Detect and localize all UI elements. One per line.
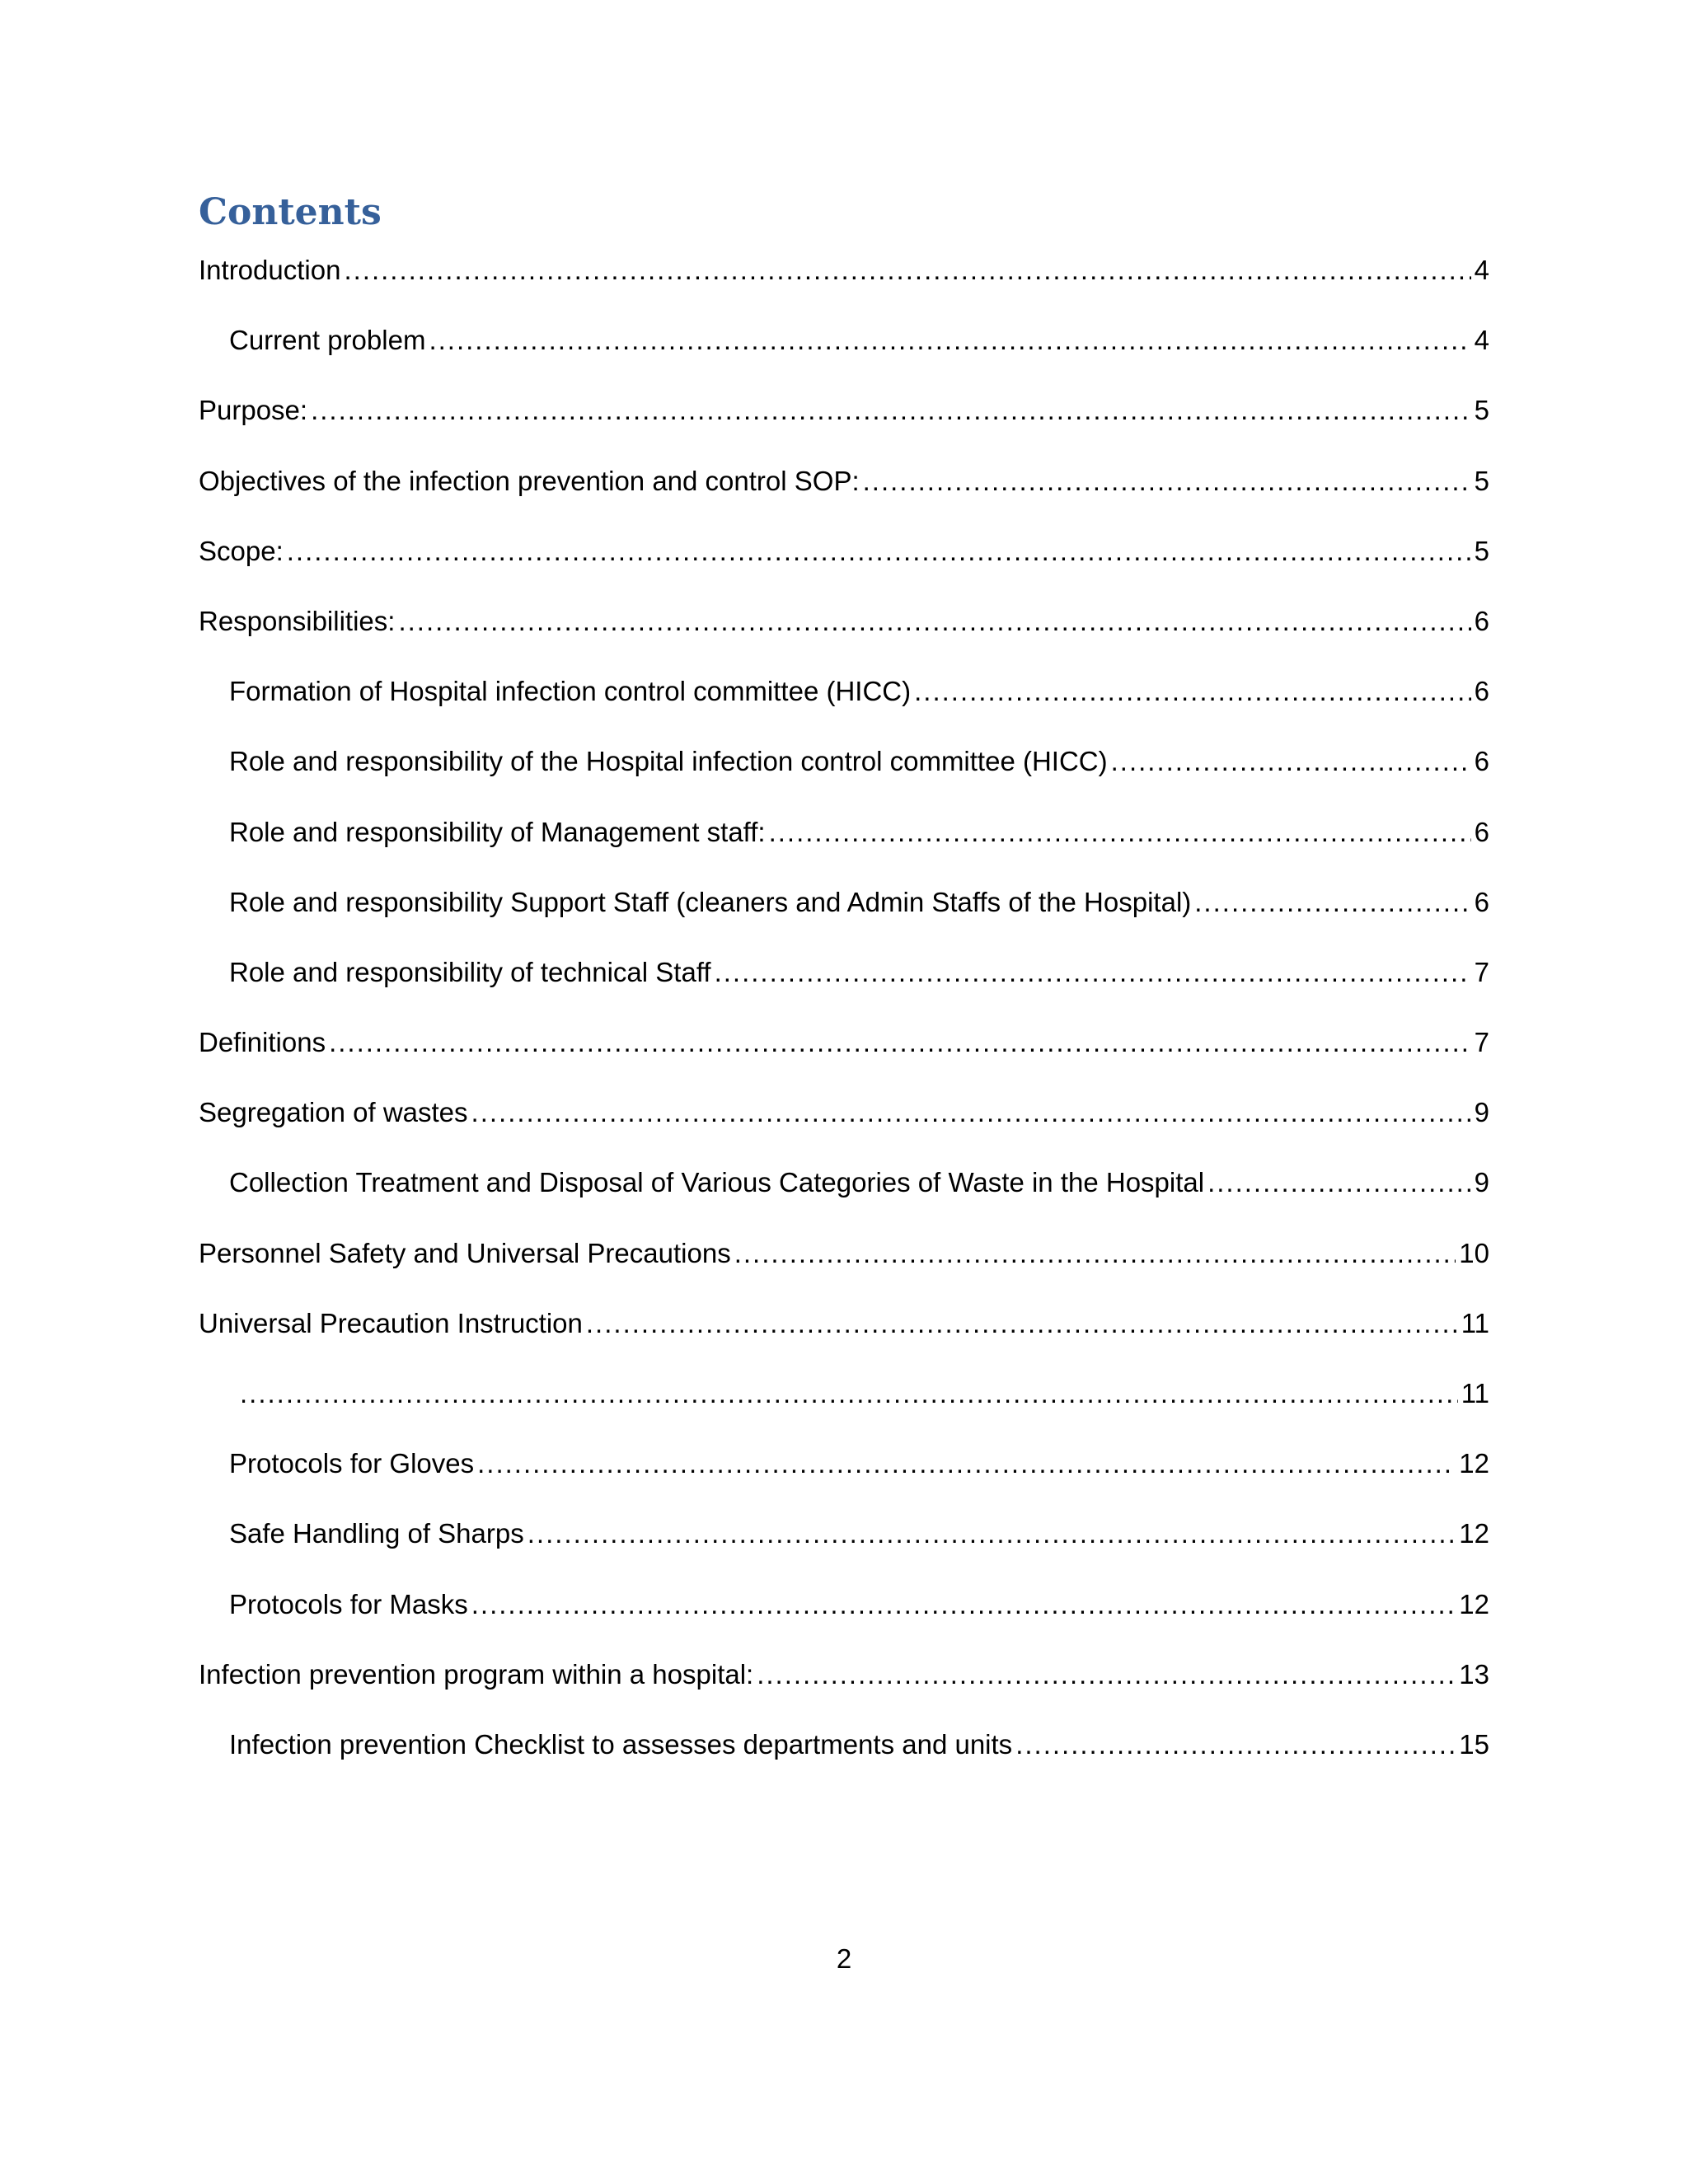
toc-entry-page-number: 11 (1461, 1378, 1489, 1408)
toc-dot-leader (1111, 738, 1471, 785)
toc-entry-title: Role and responsibility of Management staff: (229, 816, 766, 847)
table-of-contents (199, 247, 1489, 1792)
toc-entry[interactable] (199, 1441, 1489, 1511)
toc-dot-leader (586, 1301, 1458, 1347)
toc-entry-page-number: 9 (1474, 1097, 1489, 1128)
toc-entry-title: Introduction (199, 255, 341, 285)
toc-dot-leader (1015, 1722, 1456, 1768)
toc-entry-page-number: 6 (1474, 676, 1489, 707)
toc-entry-title: Scope: (199, 535, 284, 566)
toc-entry[interactable] (199, 1160, 1489, 1230)
contents-heading: Contents (199, 191, 382, 233)
toc-entry-title: Safe Handling of Sharps (229, 1518, 524, 1549)
toc-entry[interactable] (199, 598, 1489, 668)
toc-entry[interactable] (199, 1230, 1489, 1301)
toc-entry[interactable] (199, 738, 1489, 808)
toc-dot-leader (471, 1582, 1456, 1628)
toc-entry-page-number: 12 (1459, 1518, 1489, 1549)
toc-entry-page-number: 7 (1474, 1027, 1489, 1058)
toc-entry[interactable] (199, 668, 1489, 738)
toc-entry[interactable] (199, 809, 1489, 879)
toc-entry-page-number: 10 (1459, 1237, 1489, 1268)
toc-entry-title: Purpose: (199, 395, 308, 426)
toc-entry-page-number: 9 (1474, 1167, 1489, 1198)
toc-entry-title: Universal Precaution Instruction (199, 1307, 583, 1338)
toc-entry-page-number: 5 (1474, 465, 1489, 496)
toc-entry-page-number: 6 (1474, 746, 1489, 777)
toc-dot-leader (287, 528, 1471, 574)
toc-dot-leader (398, 598, 1470, 644)
toc-entry-page-number: 5 (1474, 395, 1489, 426)
toc-dot-leader (914, 668, 1471, 715)
toc-entry[interactable] (199, 458, 1489, 528)
toc-dot-leader (528, 1511, 1456, 1557)
toc-dot-leader (769, 809, 1471, 855)
toc-entry[interactable] (199, 1301, 1489, 1371)
toc-dot-leader (715, 949, 1471, 996)
toc-entry[interactable] (199, 528, 1489, 598)
toc-entry[interactable] (199, 1722, 1489, 1792)
toc-entry-title: Personnel Safety and Universal Precautions (199, 1237, 731, 1268)
toc-entry-page-number: 6 (1474, 886, 1489, 917)
toc-entry[interactable] (199, 1511, 1489, 1581)
toc-dot-leader (1194, 879, 1470, 926)
toc-entry-page-number: 12 (1459, 1588, 1489, 1619)
toc-entry[interactable] (199, 1652, 1489, 1722)
toc-entry-title: Segregation of wastes (199, 1097, 468, 1128)
toc-entry-title: Infection prevention program within a hospital: (199, 1658, 754, 1690)
toc-entry[interactable] (199, 247, 1489, 317)
toc-entry[interactable] (199, 1371, 1489, 1441)
toc-entry-title: Objectives of the infection prevention and control SOP: (199, 465, 860, 496)
toc-entry[interactable] (199, 1582, 1489, 1652)
toc-entry-title: Responsibilities: (199, 605, 396, 636)
toc-entry-page-number: 5 (1474, 535, 1489, 566)
toc-dot-leader (477, 1441, 1456, 1487)
toc-dot-leader (344, 247, 1470, 293)
toc-entry-title: Formation of Hospital infection control committee (HICC) (229, 676, 912, 707)
toc-dot-leader (757, 1652, 1456, 1698)
toc-dot-leader (471, 1090, 1471, 1136)
toc-entry[interactable] (199, 1019, 1489, 1090)
toc-entry-page-number: 15 (1459, 1728, 1489, 1760)
toc-dot-leader (240, 1371, 1458, 1417)
toc-entry-page-number: 13 (1459, 1658, 1489, 1690)
toc-entry-page-number: 11 (1461, 1307, 1489, 1338)
toc-dot-leader (329, 1019, 1471, 1066)
toc-dot-leader (1207, 1160, 1471, 1206)
toc-dot-leader (734, 1230, 1456, 1277)
toc-entry[interactable] (199, 317, 1489, 387)
toc-entry-title: Protocols for Masks (229, 1588, 468, 1619)
toc-entry-title: Role and responsibility Support Staff (cleaners and Admin Staffs of the Hospital) (229, 886, 1192, 917)
toc-entry-title: Definitions (199, 1027, 326, 1058)
toc-entry-title: Infection prevention Checklist to assesses departments and units (229, 1728, 1013, 1760)
toc-entry-title: Protocols for Gloves (229, 1448, 475, 1479)
toc-entry-page-number: 12 (1459, 1448, 1489, 1479)
toc-entry-title: Role and responsibility of technical Staff (229, 956, 711, 987)
toc-entry-page-number: 6 (1474, 605, 1489, 636)
toc-entry-title: Role and responsibility of the Hospital infection control committee (HICC) (229, 746, 1108, 777)
toc-entry-page-number: 7 (1474, 956, 1489, 987)
toc-dot-leader (863, 458, 1471, 504)
toc-entry-page-number: 4 (1474, 255, 1489, 285)
toc-entry-title: Current problem (229, 325, 426, 356)
toc-dot-leader (311, 387, 1471, 434)
toc-entry[interactable] (199, 387, 1489, 457)
toc-entry[interactable] (199, 879, 1489, 949)
toc-entry-title: Collection Treatment and Disposal of Various Categories of Waste in the Hospital (229, 1167, 1205, 1198)
toc-dot-leader (429, 317, 1470, 363)
toc-entry-page-number: 6 (1474, 816, 1489, 847)
toc-entry[interactable] (199, 1090, 1489, 1160)
page-number: 2 (836, 1943, 852, 1974)
toc-entry-page-number: 4 (1474, 325, 1489, 356)
toc-entry[interactable] (199, 949, 1489, 1019)
